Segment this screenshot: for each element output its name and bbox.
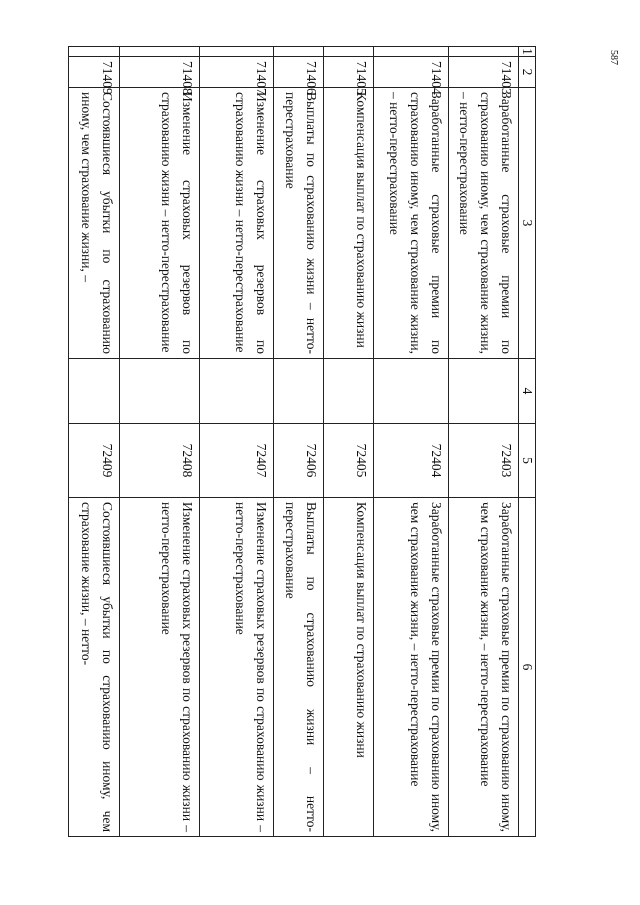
- cell-code: 71403: [449, 57, 519, 88]
- col-header-5: 5: [519, 424, 536, 498]
- cell-description-2: Компенсация выплат по страхованию жизни: [324, 498, 374, 837]
- cell-col1: [374, 47, 449, 57]
- cell-description: Выплаты по страхованию жизни – нетто-перестрахование: [274, 88, 324, 359]
- cell-col4: [69, 359, 120, 424]
- cell-col4: [200, 359, 274, 424]
- cell-account: 72408: [120, 424, 200, 498]
- cell-col4: [324, 359, 374, 424]
- cell-col1: [120, 47, 200, 57]
- cell-col1: [69, 47, 120, 57]
- cell-col1: [200, 47, 274, 57]
- table-row: [324, 47, 374, 837]
- rotated-table-container: [68, 46, 536, 836]
- table-row: [200, 47, 274, 837]
- cell-description: Заработанные страховые премии по страхованию иному, чем страхование жизни, – нетто-перестрахование: [449, 88, 519, 359]
- cell-code: 71405: [324, 57, 374, 88]
- page-number: 587: [608, 50, 619, 65]
- cell-description: Заработанные страховые премии по страхованию иному, чем страхование жизни, – нетто-перестрахование: [374, 88, 449, 359]
- cell-col1: [449, 47, 519, 57]
- cell-col1: [324, 47, 374, 57]
- cell-col4: [374, 359, 449, 424]
- cell-account: 72406: [274, 424, 324, 498]
- cell-description: Состоявшиеся убытки по страхованию иному, чем страхование жизни, –: [69, 88, 120, 359]
- cell-description-2: Изменение страховых резервов по страхованию жизни – нетто-перестрахование: [120, 498, 200, 837]
- table-row: [274, 47, 324, 837]
- cell-description: Изменение страховых резервов по страхованию жизни – нетто-перестрахование: [120, 88, 200, 359]
- header-row: [519, 47, 536, 837]
- cell-description-2: Заработанные страховые премии по страхованию иному, чем страхование жизни, – нетто-перестрахование: [374, 498, 449, 837]
- table-row: [449, 47, 519, 837]
- col-header-6: 6: [519, 498, 536, 837]
- cell-description-2: Выплаты по страхованию жизни – нетто-перестрахование: [274, 498, 324, 837]
- cell-col1: [274, 47, 324, 57]
- table-row: [120, 47, 200, 837]
- cell-description: Изменение страховых резервов по страхованию жизни – нетто-перестрахование: [200, 88, 274, 359]
- cell-description-2: Заработанные страховые премии по страхованию иному, чем страхование жизни, – нетто-перестрахование: [449, 498, 519, 837]
- col-header-2: 2: [519, 57, 536, 88]
- table-row: [374, 47, 449, 837]
- cell-account: 72407: [200, 424, 274, 498]
- col-header-4: 4: [519, 359, 536, 424]
- cell-account: 72403: [449, 424, 519, 498]
- cell-account: 72404: [374, 424, 449, 498]
- cell-account: 72405: [324, 424, 374, 498]
- cell-col4: [449, 359, 519, 424]
- col-header-1: 1: [520, 48, 535, 55]
- account-table: [68, 46, 536, 837]
- cell-code: 71408: [120, 57, 200, 88]
- cell-col4: [274, 359, 324, 424]
- cell-code: 71407: [200, 57, 274, 88]
- cell-description-2: Состоявшиеся убытки по страхованию иному, чем страхование жизни, – нетто-: [69, 498, 120, 837]
- cell-code: 71409: [69, 57, 120, 88]
- cell-account: 72409: [69, 424, 120, 498]
- cell-description-2: Изменение страховых резервов по страхованию жизни – нетто-перестрахование: [200, 498, 274, 837]
- cell-description: Компенсация выплат по страхованию жизни: [324, 88, 374, 359]
- table-row: [69, 47, 120, 837]
- col-header-3: 3: [519, 88, 536, 359]
- cell-col4: [120, 359, 200, 424]
- cell-code: 71404: [374, 57, 449, 88]
- cell-code: 71406: [274, 57, 324, 88]
